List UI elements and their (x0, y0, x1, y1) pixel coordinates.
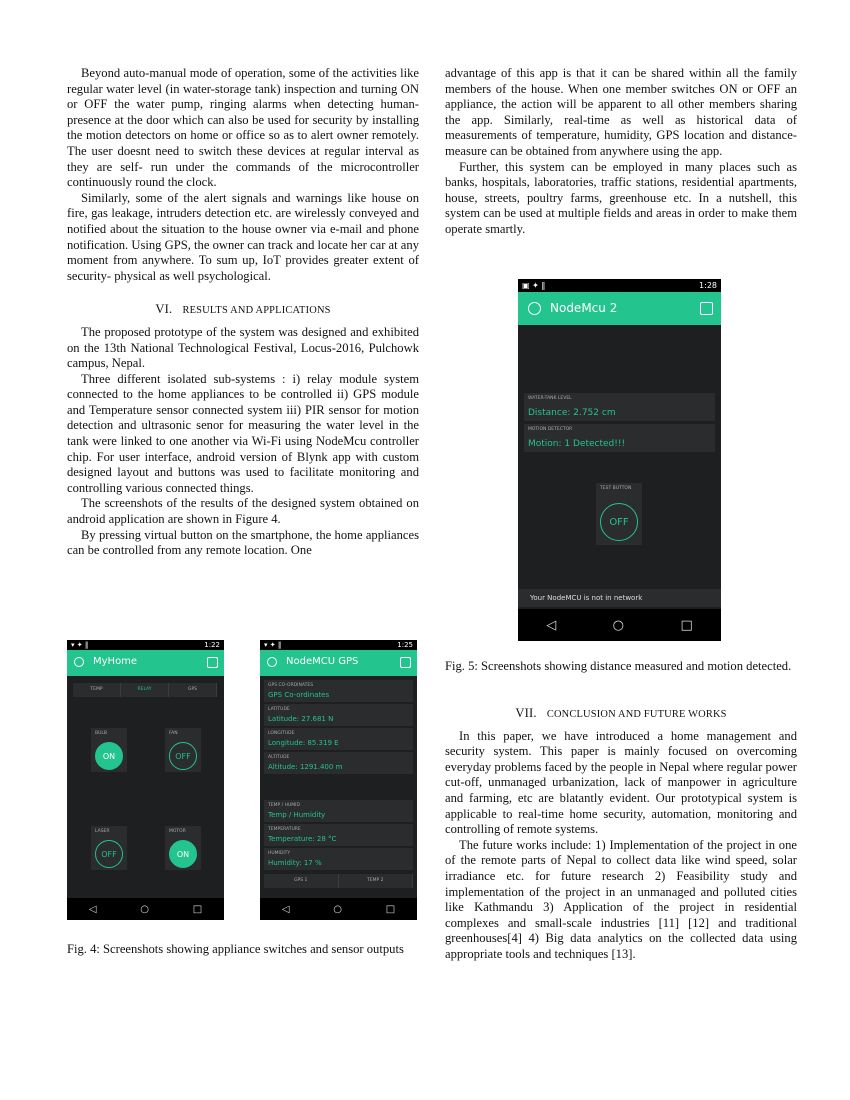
android-nav-bar (260, 898, 417, 920)
bulb-switch-button[interactable]: ON (95, 742, 123, 770)
laser-switch-button[interactable]: OFF (95, 840, 123, 868)
android-nav-bar (67, 898, 224, 920)
switch-label: MOTOR (169, 829, 186, 834)
settings-square-icon[interactable] (207, 657, 218, 668)
back-icon[interactable]: ◁ (88, 903, 97, 915)
back-icon[interactable]: ◁ (546, 617, 557, 633)
right-column-bottom (445, 706, 797, 963)
home-icon[interactable]: ○ (612, 617, 625, 633)
caption-text: Fig. 4: Screenshots showing appliance switches and sensor outputs (67, 942, 404, 956)
paragraph: In this paper, we have introduced a home management and security system. This paper is mainly focused on overcoming everyday problems faced by the people in Nepal where regular power cut-off, unmanaged urbanization, lack of manpower in agriculture and farming, etc are blatantly evident. Our prototypical system is applicable to real-time home security, automation, monitoring and controlling of remote systems. (445, 728, 797, 837)
tab-gps[interactable]: GPS 1 (264, 874, 339, 888)
app-title: NodeMCU GPS (286, 656, 359, 667)
widget-label: TEMPERATURE (268, 827, 301, 832)
switch-label: LASER (95, 829, 110, 834)
figure-4-caption (67, 942, 419, 958)
widget-value: Altitude: 1291.400 m (268, 763, 343, 771)
widget-label: GPS CO-ORDINATES (268, 683, 314, 688)
status-time: 1:22 (204, 641, 220, 649)
paragraph: The proposed prototype of the system was designed and exhibited on the 13th National Technological Festival, Locus-2016, Pulchowk campus, Nepal. (67, 324, 419, 371)
app-bar (260, 650, 417, 676)
status-icons: ▾ ✦ ‖ (264, 641, 282, 649)
section-title: RESULTS AND APPLICATIONS (182, 305, 331, 317)
widget-value: Distance: 2.752 cm (528, 408, 616, 418)
widget-label: HUMIDITY (268, 851, 291, 856)
status-icons: ▣ ✦ ‖ (522, 281, 546, 290)
left-column (67, 66, 419, 559)
water-level-widget (524, 393, 715, 421)
status-time: 1:25 (397, 641, 413, 649)
test-button-widget (596, 483, 642, 545)
paragraph: Further, this system can be employed in many places such as banks, hospitals, laboratories, traffic stations, residential apartments, house, streets, poultry farms, greenhouse etc. In a nutshell, this system can be used at multiple fields and areas in order to make them operate smartly. (445, 159, 797, 236)
recents-icon[interactable]: □ (385, 903, 396, 915)
recents-icon[interactable]: □ (680, 617, 693, 633)
blynk-logo-icon (528, 302, 541, 315)
status-bar (518, 279, 721, 292)
phone-screenshot-myhome (67, 640, 224, 920)
section-title: CONCLUSION AND FUTURE WORKS (546, 709, 727, 720)
figure-5-caption (445, 659, 797, 675)
fan-switch-button[interactable]: OFF (169, 742, 197, 770)
figure-4 (67, 640, 419, 920)
app-title: MyHome (93, 656, 138, 667)
test-switch-button[interactable]: OFF (600, 503, 638, 541)
value-widget (264, 728, 413, 750)
button-label: TEST BUTTON (600, 486, 632, 491)
widget-value: Motion: 1 Detected!!! (528, 439, 626, 449)
widget-value: Latitude: 27.681 N (268, 715, 334, 723)
value-widget (264, 752, 413, 774)
figure-5 (518, 279, 721, 641)
widget-value: Humidity: 17 % (268, 859, 322, 867)
switch-widget-motor (165, 826, 201, 870)
value-widget (264, 848, 413, 870)
blynk-logo-icon (267, 657, 277, 667)
app-bar (518, 292, 721, 325)
value-widget (264, 704, 413, 726)
right-column-top (445, 66, 797, 238)
phone-screenshot-nodemcu2 (518, 279, 721, 641)
section-number: VI. (155, 302, 173, 317)
tab-temp[interactable]: TEMP (73, 683, 121, 697)
widget-label: ALTITUDE (268, 755, 290, 760)
widget-label: LATITUDE (268, 707, 290, 712)
tab-bar (264, 874, 413, 888)
widget-label: TEMP / HUMID (268, 803, 300, 808)
value-widget (264, 824, 413, 846)
network-toast: Your NodeMCU is not in network (518, 589, 721, 607)
status-bar (260, 640, 417, 650)
widget-value: GPS Co-ordinates (268, 691, 330, 699)
widget-value: Temp / Humidity (268, 811, 326, 819)
paragraph: The future works include: 1) Implementation of the project in one of the remote parts of Nepal to collect data like wind speed, solar irradiance etc. for future research 2) Feasibility study and implementation of the project in an unmanaged and polluted cities like Kathmandu 3) Application of the project in residential complexes and small-scale industries [11] [12] and traditional greenhouses[4] 4) Big data analytics on the collected data using appropriate tools and techniques [13]. (445, 837, 797, 961)
paragraph: Three different isolated sub-systems : i) relay module system connected to the home appliances to be controlled ii) GPS module and Temperature sensor connected system iii) PIR sensor for motion detection and ultrasonic senor for measuring the water level in the tank were linked to one another via Wi-Fi using NodeMcu controller chip. For user interface, android version of Blynk app with custom designed layout and buttons was used to facilitate monitoring and controlling various connected things. (67, 371, 419, 495)
paragraph: The screenshots of the results of the designed system obtained on android application are shown in Figure 4. (67, 496, 419, 527)
home-icon[interactable]: ○ (140, 903, 149, 915)
widget-value: Longitude: 85.319 E (268, 739, 339, 747)
widget-label: MOTION DETECTOR (528, 427, 573, 432)
back-icon[interactable]: ◁ (281, 903, 290, 915)
tab-gps[interactable]: GPS (169, 683, 217, 697)
android-nav-bar (518, 609, 721, 641)
paragraph: Similarly, some of the alert signals and warnings like house on fire, gas leakage, intruders detection etc. are wirelessly conveyed and notified about the situation to the house owner via e-mail and phone notification. Using GPS, the owner can track and locate her car at any moment from anywhere. To sum up, IoT provides greater extent of security- physical as well psychological. (67, 190, 419, 283)
section-heading-conclusion (445, 706, 797, 723)
app-bar (67, 650, 224, 676)
section-number: VII. (515, 706, 537, 720)
status-icons: ▾ ✦ ‖ (71, 641, 89, 649)
widget-label: LONGITUDE (268, 731, 295, 736)
motor-switch-button[interactable]: ON (169, 840, 197, 868)
tab-bar (73, 683, 217, 697)
status-time: 1:28 (699, 281, 717, 290)
switch-widget-bulb (91, 728, 127, 772)
switch-label: FAN (169, 731, 178, 736)
recents-icon[interactable]: □ (192, 903, 203, 915)
widget-label: WATER-TANK LEVEL (528, 396, 572, 401)
status-bar (67, 640, 224, 650)
home-icon[interactable]: ○ (333, 903, 342, 915)
phone-screenshot-gps (260, 640, 417, 920)
switch-widget-laser (91, 826, 127, 870)
motion-detector-widget (524, 424, 715, 452)
value-widget (264, 680, 413, 702)
paragraph: By pressing virtual button on the smartphone, the home appliances can be controlled from any remote location. One (67, 527, 419, 558)
paragraph: Beyond auto-manual mode of operation, some of the activities like regular water level (in water-storage tank) inspection and turning ON or OFF the water pump, ringing alarms when detecting human-presence at the door which can also be used for security by installing the motion detectors on home or office so as to alert owner remotely. The user doesnt need to switch these devices at regular interval as they are self- run under the commands of the microcontroller continuously round the clock. (67, 66, 419, 190)
value-widget (264, 800, 413, 822)
section-heading-results (67, 302, 419, 319)
widget-value: Temperature: 28 °C (268, 835, 337, 843)
tab-relay[interactable]: RELAY (121, 683, 169, 697)
caption-text: Fig. 5: Screenshots showing distance measured and motion detected. (445, 659, 792, 673)
switch-widget-fan (165, 728, 201, 772)
tab-temp[interactable]: TEMP 2 (339, 874, 414, 888)
switch-label: BULB (95, 731, 107, 736)
paragraph: advantage of this app is that it can be shared within all the family members of the house. When one member switches ON or OFF an appliance, the action will be apparent to all other members sharing the app. Similarly, real-time as well as historical data of measurements of temperature, humidity, GPS location and distance-measure can be obtained from anywhere using the app. (445, 66, 797, 158)
settings-square-icon[interactable] (700, 302, 713, 315)
app-title: NodeMcu 2 (550, 301, 618, 315)
settings-square-icon[interactable] (400, 657, 411, 668)
blynk-logo-icon (74, 657, 84, 667)
